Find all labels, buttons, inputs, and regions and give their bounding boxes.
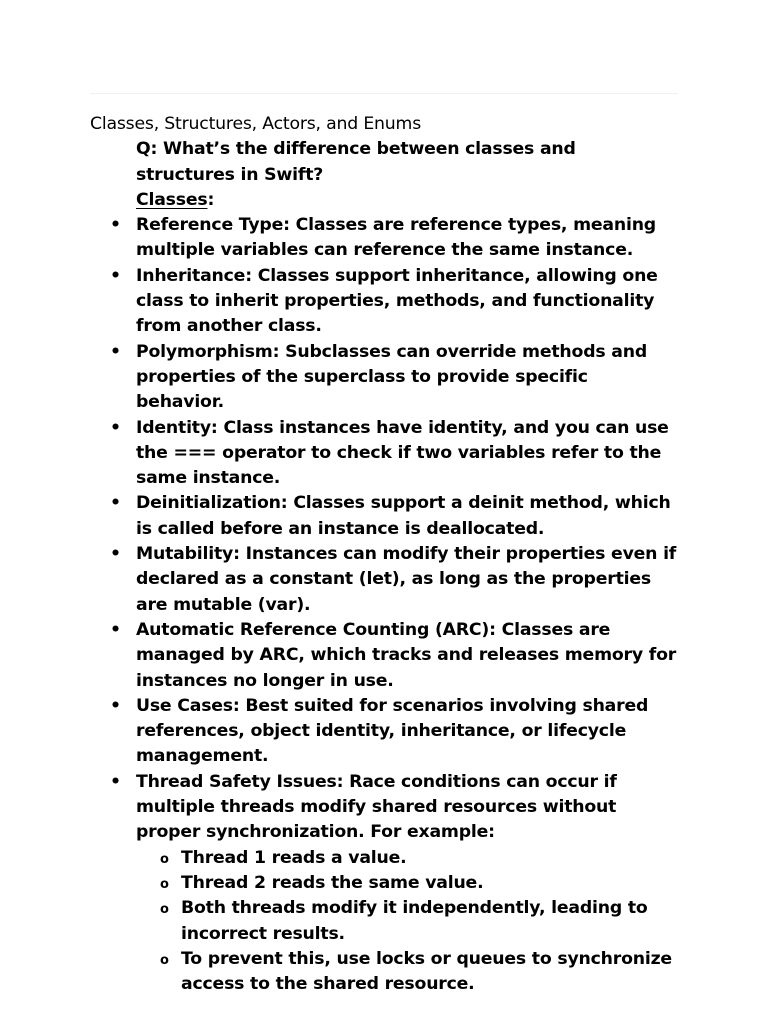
bullet-reference-type (90, 213, 680, 264)
bullet-text: Use Cases: Best suited for scenarios involving shared references, object identity, inheritance, or lifecycle management. (136, 695, 649, 767)
bullet-text: Automatic Reference Counting (ARC): Classes are managed by ARC, which tracks and releases memory for instances no longer in use. (136, 619, 677, 691)
bullet-identity (90, 416, 680, 492)
classes-heading-label: Classes (136, 189, 208, 210)
bullet-mutability (90, 542, 680, 618)
bullet-text: Deinitialization: Classes support a deinit method, which is called before an instance is deallocated. (136, 493, 671, 539)
bullet-marker: • (110, 493, 121, 514)
thread-safety-sub-list (136, 846, 680, 998)
bullet-marker: • (110, 544, 121, 565)
classes-heading (136, 188, 680, 213)
question-block (90, 137, 680, 213)
page-top-divider (90, 93, 678, 94)
sub-bullet-text: Thread 1 reads a value. (181, 847, 407, 868)
sub-bullet-marker: o (160, 851, 169, 867)
question-text: Q: What’s the difference between classes and structures in Swift? (136, 139, 576, 185)
bullet-deinitialization (90, 491, 680, 542)
bullet-marker: • (110, 341, 121, 362)
document-content (90, 112, 680, 997)
bullet-text: Reference Type: Classes are reference types, meaning multiple variables can reference the same instance. (136, 215, 656, 261)
sub-bullet-prevent (136, 947, 680, 998)
sub-bullet-text: Thread 2 reads the same value. (181, 872, 484, 893)
bullet-text: Identity: Class instances have identity, and you can use the === operator to check if two variables refer to the same instance. (136, 417, 669, 489)
sub-bullet-text: Both threads modify it independently, leading to incorrect results. (181, 898, 648, 944)
bullet-text: Mutability: Instances can modify their properties even if declared as a constant (let), as long as the properties are mutable (var). (136, 544, 677, 615)
sub-bullet-marker: o (160, 952, 169, 968)
bullet-use-cases (90, 694, 680, 770)
classes-bullet-list (90, 213, 680, 997)
bullet-arc (90, 618, 680, 694)
bullet-marker: • (110, 619, 121, 640)
bullet-text: Thread Safety Issues: Race conditions can occur if multiple threads modify shared resources without proper synchronization. For example: (136, 771, 617, 843)
section-title: Classes, Structures, Actors, and Enums (90, 114, 421, 134)
bullet-marker: • (110, 771, 121, 792)
classes-heading-colon: : (207, 189, 215, 210)
sub-bullet-marker: o (160, 902, 169, 918)
sub-bullet-marker: o (160, 876, 169, 892)
sub-bullet-thread-2 (136, 871, 680, 896)
bullet-text: Polymorphism: Subclasses can override methods and properties of the superclass to provide specific behavior. (136, 341, 648, 413)
bullet-marker: • (110, 265, 121, 286)
bullet-text: Inheritance: Classes support inheritance, allowing one class to inherit properties, methods, and functionality from another class. (136, 265, 658, 337)
bullet-marker: • (110, 417, 121, 438)
sub-bullet-thread-1 (136, 846, 680, 871)
bullet-marker: • (110, 215, 121, 236)
bullet-inheritance (90, 264, 680, 340)
bullet-thread-safety (90, 770, 680, 998)
bullet-polymorphism (90, 340, 680, 416)
sub-bullet-both-threads (136, 896, 680, 947)
bullet-marker: • (110, 695, 121, 716)
sub-bullet-text: To prevent this, use locks or queues to synchronize access to the shared resource. (181, 948, 672, 995)
